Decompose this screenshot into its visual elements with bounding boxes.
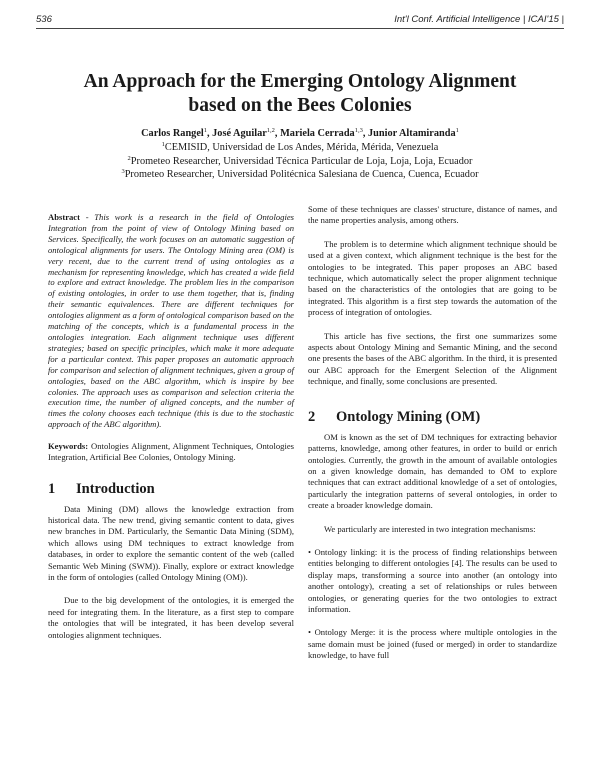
author-list: Carlos Rangel$^1$, José Aguilar$^{1,2}$, Mariela Cerrada$^{1,3}$, Junior Altamiranda$^1$ <box>141 127 459 139</box>
bullet-item: • Ontology linking: it is the process of finding relationships between entities belonging to different ontologies [4]. The results can be used to display maps, transforming a source into another (an ontology into another ontology), creating a set of relationships or rules between ontologies, or generating queries for the two ontologies to extract information. <box>308 546 557 614</box>
header-rule <box>36 28 564 29</box>
section-heading-introduction: 1 Introduction <box>48 480 155 497</box>
section-heading-ontology-mining: 2 Ontology Mining (OM) <box>308 408 481 425</box>
affiliation: $^2$Prometeo Researcher, Universidad Técnica Particular de Loja, Loja, Loja, Ecuador <box>127 155 473 167</box>
author: Mariela Cerrada <box>280 128 355 139</box>
abstract-label: Abstract <box>48 212 80 222</box>
author-sup: 1,2 <box>266 127 275 134</box>
paragraph: The problem is to determine which alignment technique should be used at a given context, which alignment technique is the best for the ontologies to be integrated. This paper proposes an ABC based technique, which automatically select the proper alignment technique based on the characteristics of the ontologies that are going to be integrated. This algorithm is a first step towards the automation of the process of integration of ontologies. <box>308 238 557 318</box>
conference-name: Int'l Conf. Artificial Intelligence | ICAI'15 | <box>394 14 564 25</box>
bullet-item: • Ontology Merge: it is the process where multiple ontologies in the same domain must be joined (fused or merged) in order to standardize knowledge, to have full <box>308 627 557 661</box>
left-column <box>48 212 294 641</box>
paper-title <box>40 70 560 118</box>
page-number: 536 <box>36 14 52 25</box>
abstract <box>48 212 294 430</box>
keywords <box>48 441 294 463</box>
paragraph: We particularly are interested in two integration mechanisms: <box>324 523 536 534</box>
paragraph: This article has five sections, the first one summarizes some aspects about Ontology Mining and Semantic Mining, and the second one presents the bases of the ABC algorithm. In the third, it is presented our ABC approach for the Emergent Selection of the Alignment technique, and finally, some conclusions are presented. <box>308 330 557 387</box>
right-column <box>308 204 557 662</box>
paragraph: Due to the big development of the ontologies, it is emerged the need for integrating them. In the literature, as a first step to compare the ontologies that will be integrated, it has been develop several ontologies alignment techniques. <box>48 595 294 640</box>
author-sup: 1 <box>455 127 459 134</box>
title-line-2: based on the Bees Colonies <box>188 95 412 116</box>
author: Carlos Rangel <box>141 128 204 139</box>
abstract-text: - This work is a research in the field of Ontologies Integration from the point of view of Ontology Mining based on Services. Specifically, the work focuses on an automatic suggestion of ontological alignments for users. The Ontology Mining area (OM) is very recent, due to the current trend of using ontologies as a mechanism for representing knowledge, which has created a wide field to explore and extract knowledge. The problem lies in the comparison of existing ontologies, in order to use them together, that is, finding their semantic equivalences. There are different techniques for ontologies alignment as a form of ontological comparison based on the matching of the concepts, which is a fundamental process in the ontologies integration. Each alignment technique uses different strategies; based on specific principles, which make it more adequate for a particular context. This paper proposes an automatic approach for comparison and selection of alignment techniques, given a group of ontologies, based on the ABC algorithm, which is inspire by bee colonies. The approach uses as comparison and selection criteria the execution time, the number of aligned concepts, and the number of times the colony chooses each technique (this is due to the stochastic approach of the ABC algorithm). <box>48 212 294 430</box>
keywords-text: Ontologies Alignment, Alignment Techniques, Ontologies Integration, Artificial Bee Colonies, Ontology Mining. <box>48 441 294 463</box>
affiliation: $^3$Prometeo Researcher, Universidad Politécnica Salesiana de Cuenca, Cuenca, Ecuador <box>121 168 479 180</box>
paragraph: Data Mining (DM) allows the knowledge extraction from historical data. The new trend, giving semantic content to data, gives new branches in DM. Particularly, the Semantic Data Mining (SDM), which allows using DM techniques to extract knowledge from databases, in order to explore the semantic content of the web (called Semantic Web Mining (SWM)). Finally, explore or extract knowledge in the form of ontologies (called Ontology Mining (OM)). <box>48 503 294 582</box>
author-sup: 1 <box>203 127 207 134</box>
author-sup: 1,3 <box>354 127 363 134</box>
author: José Aguilar <box>212 128 267 139</box>
title-line-1: An Approach for the Emerging Ontology Alignment <box>83 71 517 92</box>
author: Junior Altamiranda <box>367 128 456 139</box>
affiliation: $^1$CEMISID, Universidad de Los Andes, Mérida, Mérida, Venezuela <box>161 141 439 153</box>
paragraph: Some of these techniques are classes' structure, distance of names, and the name properties analysis, among others. <box>308 204 557 226</box>
paragraph: OM is known as the set of DM techniques for extracting behavior patterns, knowledge, among other features, in order to build or enrich ontologies. Currently, the growth in the amount of available ontologies on a given knowledge domain, has demanded to OM to explore techniques that can extract additional knowledge of a set of ontologies, particularly the integration patterns of several ontologies, in order to create a broader knowledge domain. <box>308 431 557 511</box>
keywords-label: Keywords: <box>48 441 89 452</box>
